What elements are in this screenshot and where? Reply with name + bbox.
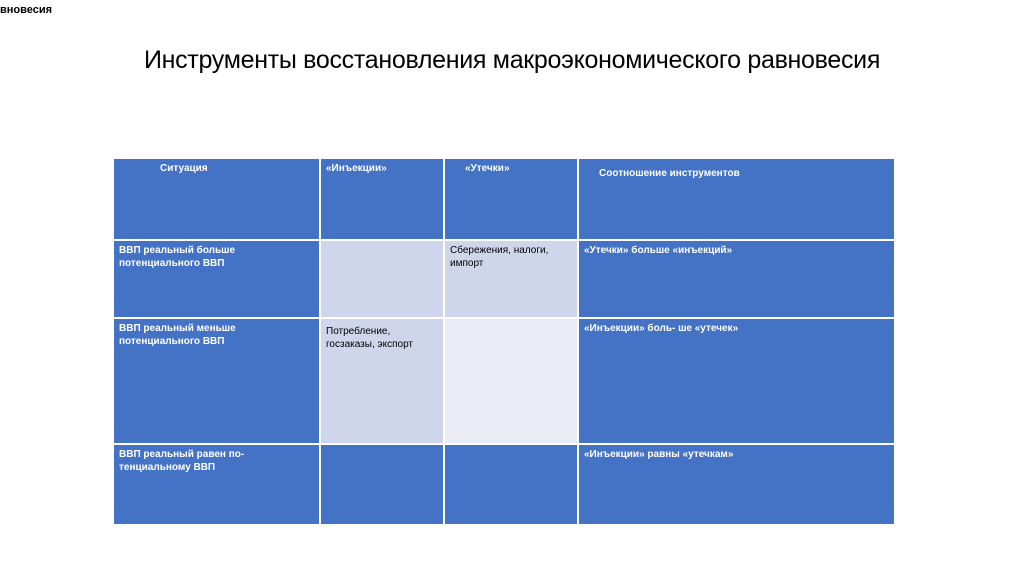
header-situation: Ситуация [113, 158, 320, 240]
header-injections: «Инъекции» [320, 158, 444, 240]
cell-situation: ВВП реальный меньше потенциального ВВП [113, 318, 320, 444]
instruments-table [112, 157, 896, 526]
table-row [113, 318, 895, 444]
cell-ratio: «Утечки» больше «инъекций» [578, 240, 895, 318]
cell-ratio: «Инъекции» равны «утечкам» [578, 444, 895, 525]
cell-injections: Потребление, госзаказы, экспорт [320, 318, 444, 444]
corner-label: вновесия [0, 4, 53, 16]
cell-leakages: Сбережения, налоги, импорт [444, 240, 578, 318]
header-ratio: Соотношение инструментов [578, 158, 895, 240]
cell-leakages [444, 318, 578, 444]
cell-situation: ВВП реальный равен по- тенциальному ВВП [113, 444, 320, 525]
table-row [113, 240, 895, 318]
slide-title: Инструменты восстановления макроэкономического равновесия [143, 46, 881, 74]
cell-leakages [444, 444, 578, 525]
cell-injections [320, 240, 444, 318]
cell-ratio: «Инъекции» боль- ше «утечек» [578, 318, 895, 444]
cell-injections [320, 444, 444, 525]
table-row [113, 444, 895, 525]
table-header-row [113, 158, 895, 240]
cell-situation: ВВП реальный больше потенциального ВВП [113, 240, 320, 318]
header-leakages: «Утечки» [444, 158, 578, 240]
